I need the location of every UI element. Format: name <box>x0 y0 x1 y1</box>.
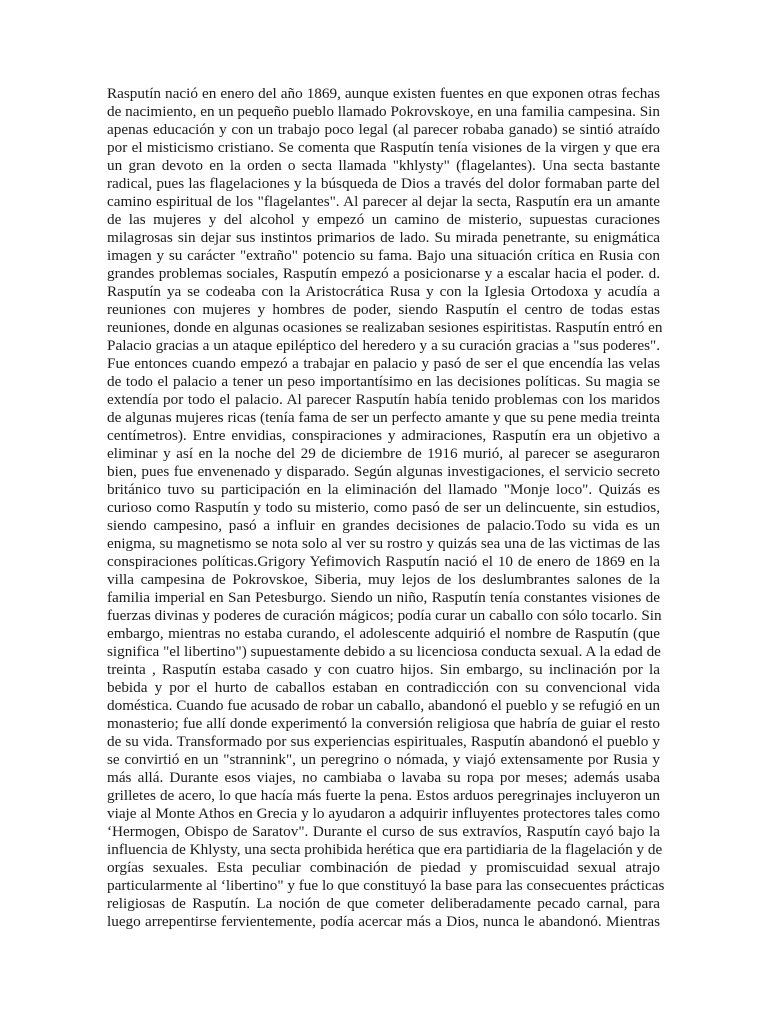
text-line: de nacimiento, en un pequeño pueblo llamado Pokrovskoye, en una familia campesina. Sin <box>107 103 660 120</box>
text-line: de todo el palacio a tener un peso importantísimo en las decisiones políticas. Su magia se <box>107 373 660 390</box>
text-line: radical, pues las flagelaciones y la búsqueda de Dios a través del dolor formaban parte del <box>107 175 660 192</box>
text-line: luego arrepentirse fervientemente, podía acercar más a Dios, nunca le abandonó. Mientras <box>107 913 660 930</box>
text-line: significa "el libertino") supuestamente debido a su licenciosa conducta sexual. A la edad de <box>107 643 661 660</box>
text-line: de las mujeres y del alcohol y empezó un camino de misterio, supuestas curaciones <box>107 211 660 228</box>
text-line: un gran devoto en la orden o secta llamada "khlysty" (flagelantes). Una secta bastante <box>107 157 660 174</box>
text-line: fuerzas divinas y poderes de curación mágicos; podía curar un caballo con sólo tocarlo. Sin <box>107 607 662 624</box>
text-line: religiosas de Rasputín. La noción de que cometer deliberadamente pecado carnal, para <box>107 895 660 912</box>
text-line: Rasputín nació en enero del año 1869, aunque existen fuentes en que exponen otras fechas <box>107 85 660 102</box>
text-line: reuniones con mujeres y hombres de poder, siendo Rasputín el centro de todas estas <box>107 301 660 318</box>
text-line: centímetros). Entre envidias, conspiraciones y admiraciones, Rasputín era un objetivo a <box>107 427 660 444</box>
text-line: doméstica. Cuando fue acusado de robar un caballo, abandonó el pueblo y se refugió en un <box>107 697 660 714</box>
text-line: reuniones, donde en algunas ocasiones se realizaban sesiones espiritistas. Rasputín entró en <box>107 319 663 336</box>
text-line: Rasputín ya se codeaba con la Aristocrática Rusa y con la Iglesia Ortodoxa y acudía a <box>107 283 660 300</box>
text-line: embargo, mientras no estaba curando, el adolescente adquirió el nombre de Rasputín (que <box>107 625 660 642</box>
text-line: Fue entonces cuando empezó a trabajar en palacio y pasó de ser el que encendía las velas <box>107 355 660 372</box>
body-text <box>107 85 665 949</box>
text-line: apenas educación y con un trabajo poco legal (al parecer robaba ganado) se sintió atraído <box>107 121 660 138</box>
text-line: de su vida. Transformado por sus experiencias espirituales, Rasputín abandonó el pueblo y <box>107 733 660 750</box>
text-line: bien, pues fue envenenado y disparado. Según algunas investigaciones, el servicio secreto <box>107 463 660 480</box>
text-line: eliminar y así en la noche del 29 de diciembre de 1916 murió, al parecer se aseguraron <box>107 445 660 462</box>
text-line: imagen y su carácter "extraño" potencio su fama. Bajo una situación crítica en Rusia con <box>107 247 660 264</box>
text-line: grandes problemas sociales, Rasputín empezó a posicionarse y a escalar hacia el poder. d. <box>107 265 660 282</box>
text-line: más allá. Durante esos viajes, no cambiaba o lavaba su ropa por meses; además usaba <box>107 769 660 786</box>
text-line: británico tuvo su participación en la eliminación del llamado "Monje loco". Quizás es <box>107 481 660 498</box>
text-line: grilletes de acero, lo que hacía más fuerte la pena. Estos arduos peregrinajes incluyeron un <box>107 787 660 804</box>
text-line: se convirtió en un "strannink", un peregrino o nómada, y viajó extensamente por Rusia y <box>107 751 660 768</box>
text-line: Palacio gracias a un ataque epiléptico del heredero y a su curación gracias a "sus poderes". <box>107 337 660 354</box>
text-line <box>107 931 660 949</box>
text-line: villa campesina de Pokrovskoe, Siberia, muy lejos de los deslumbrantes salones de la <box>107 571 660 588</box>
text-line: familia imperial en San Petesburgo. Siendo un niño, Rasputín tenía constantes visiones de <box>107 589 660 606</box>
text-line: siendo campesino, pasó a influir en grandes decisiones de palacio.Todo su vida es un <box>107 517 660 534</box>
text-line: milagrosas sin dejar sus instintos primarios de lado. Su mirada penetrante, su enigmática <box>107 229 660 246</box>
text-line: ‘Hermogen, Obispo de Saratov". Durante el curso de sus extravíos, Rasputín cayó bajo la <box>107 823 660 840</box>
text-line: monasterio; fue allí donde experimentó la conversión religiosa que habría de guiar el resto <box>107 715 660 732</box>
text-line: orgías sexuales. Esta peculiar combinación de piedad y promiscuidad sexual atrajo <box>107 859 660 876</box>
text-line: camino espiritual de los "flagelantes". Al parecer al dejar la secta, Rasputín era un amante <box>107 193 660 210</box>
text-line: de algunas mujeres ricas (tenía fama de ser un perfecto amante y que su pene media treinta <box>107 409 660 426</box>
text-line: extendía por todo el palacio. Al parecer Rasputín había tenido problemas con los maridos <box>107 391 660 408</box>
text-line: enigma, su magnetismo se nota solo al ver su rostro y quizás sea una de las victimas de las <box>107 535 660 552</box>
text-line: conspiraciones políticas.Grigory Yefimovich Rasputín nació el 10 de enero de 1869 en la <box>107 553 660 570</box>
text-line: curioso como Rasputín y todo su misterio, como pasó de ser un delincuente, sin estudios, <box>107 499 660 516</box>
text-line: bebida y por el hurto de caballos estaban en contradicción con su convencional vida <box>107 679 660 696</box>
text-line: por el misticismo cristiano. Se comenta que Rasputín tenía visiones de la virgen y que era <box>107 139 660 156</box>
text-line: particularmente al ‘libertino" y fue lo que constituyó la base para las consecuentes prácticas <box>107 877 665 894</box>
text-line: treinta , Rasputín estaba casado y con cuatro hijos. Sin embargo, su inclinación por la <box>107 661 660 678</box>
text-line: influencia de Khlysty, una secta prohibida herética que era partidiaria de la flagelación y de <box>107 841 663 858</box>
text-line: viaje al Monte Athos en Grecia y lo ayudaron a adquirir influyentes protectores tales como <box>107 805 660 822</box>
